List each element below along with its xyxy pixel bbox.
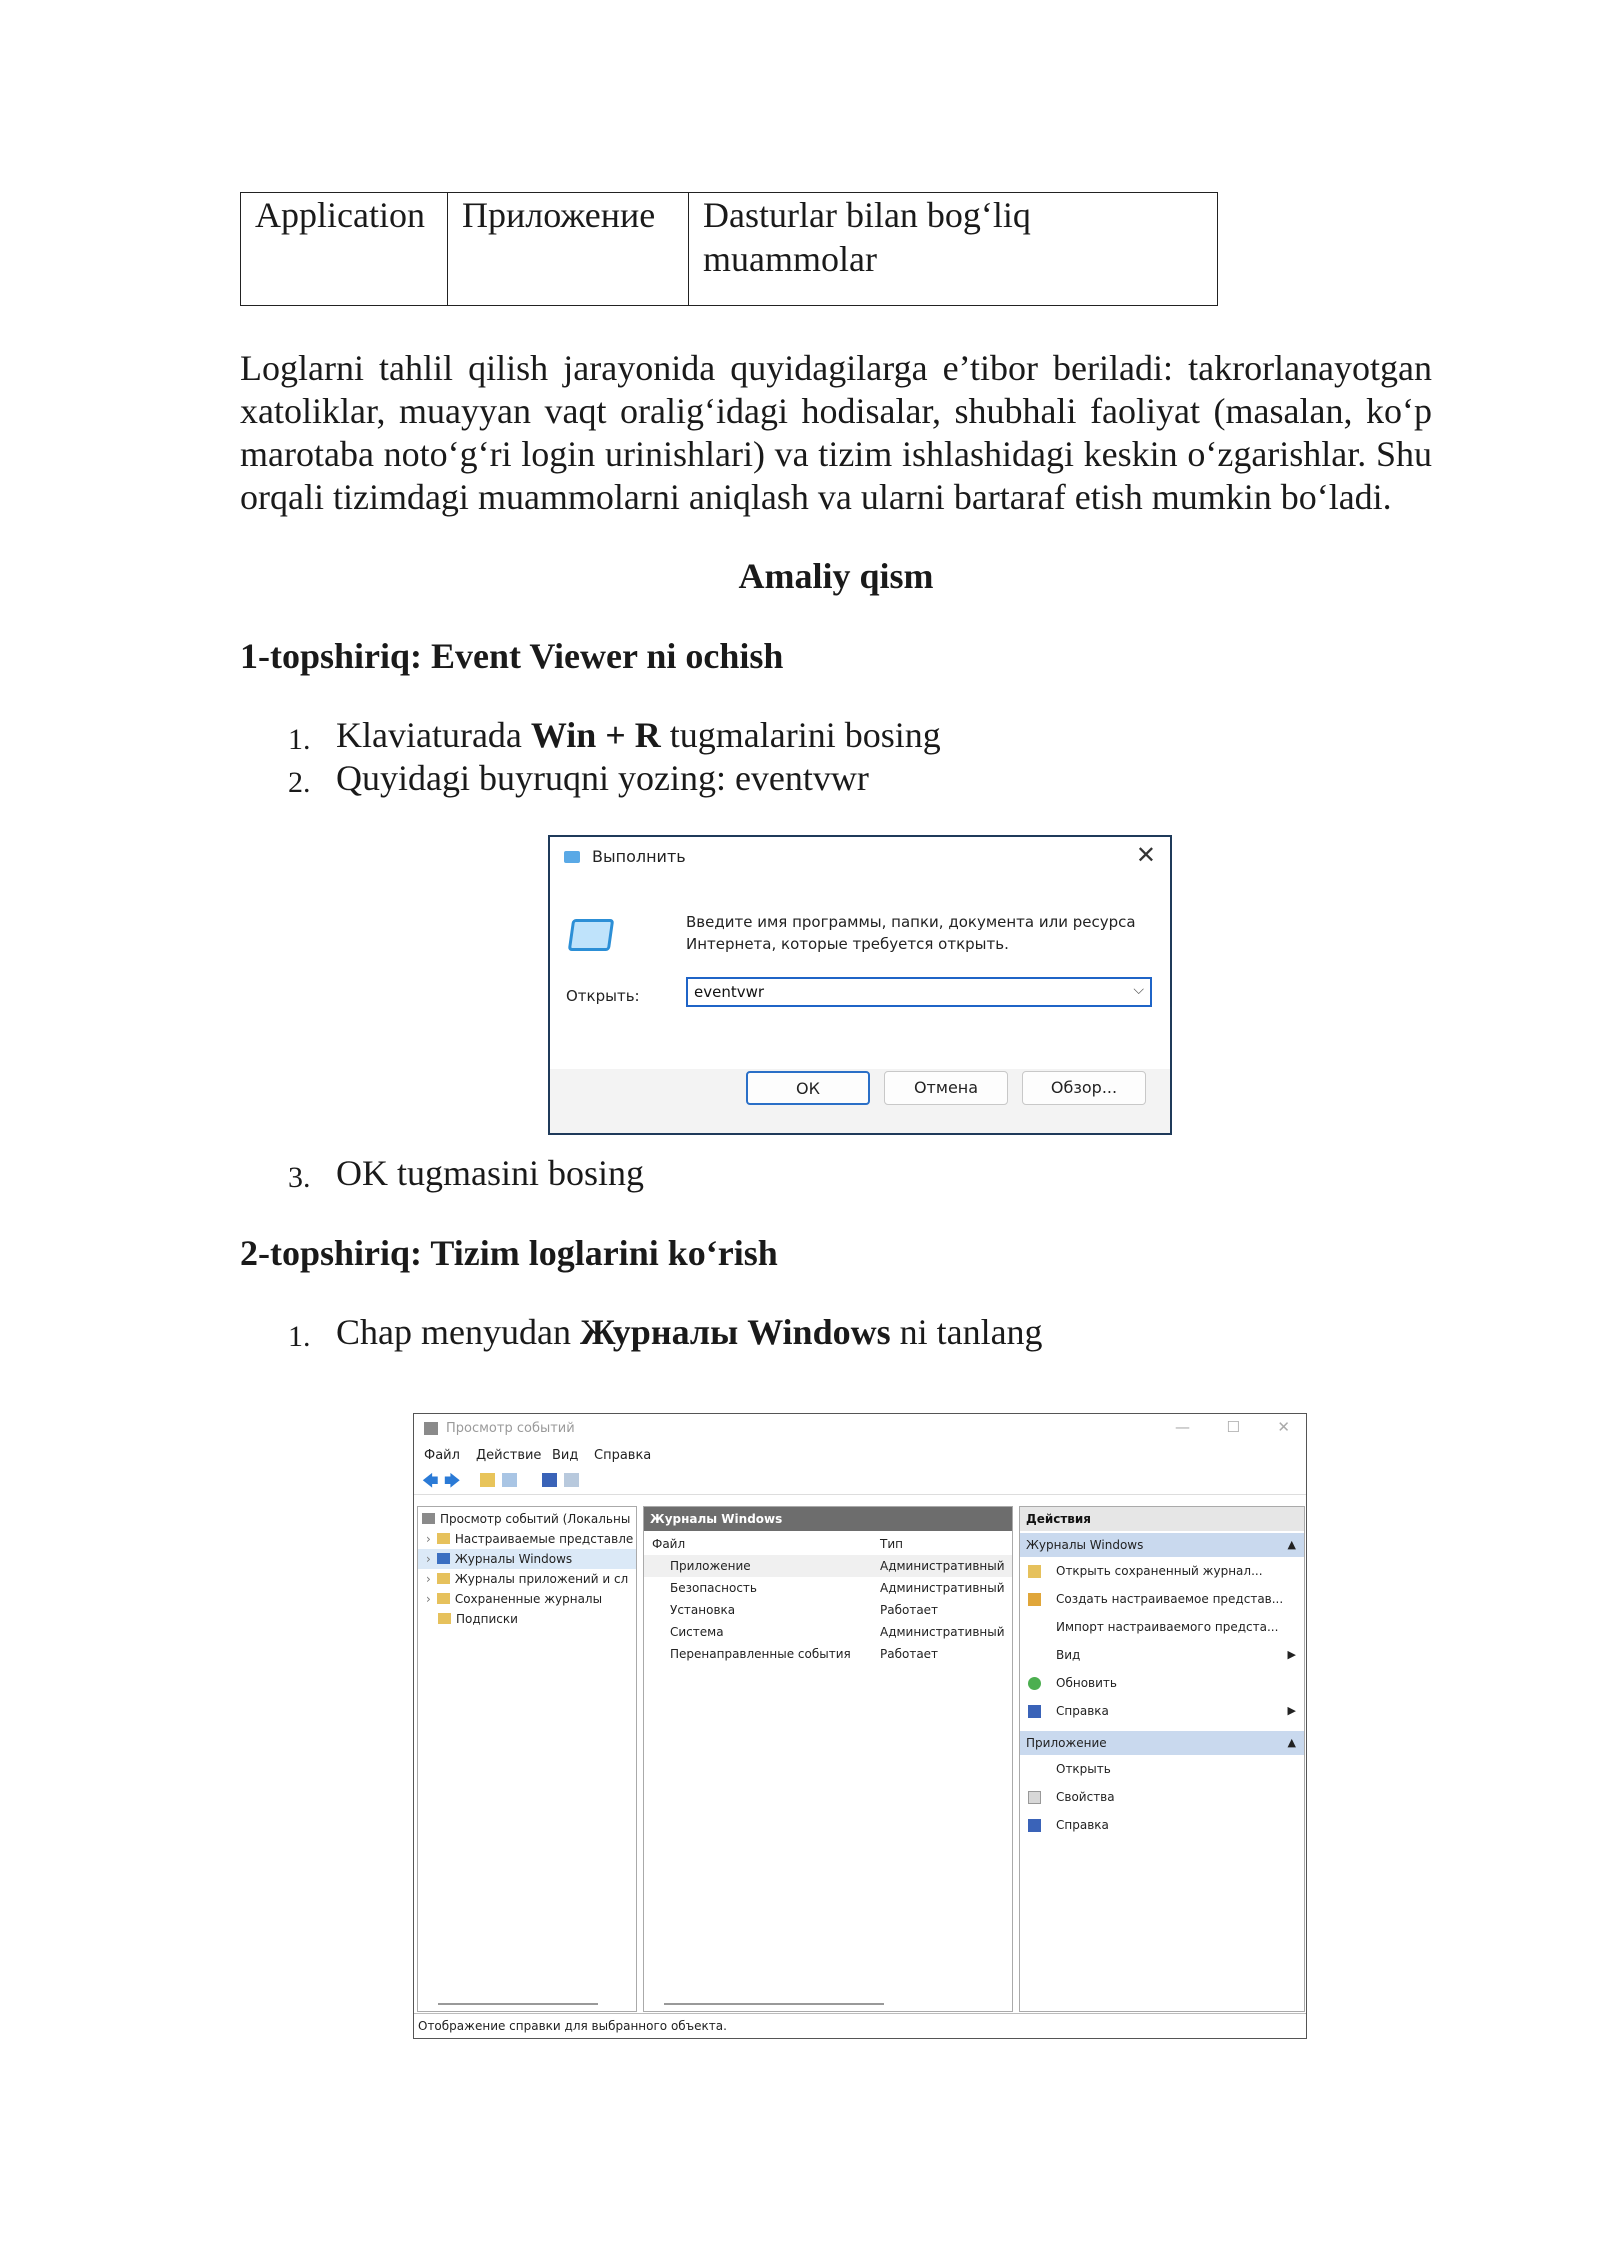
ok-button[interactable]: ОК	[746, 1071, 870, 1105]
navigation-pane	[417, 1506, 637, 2012]
step-number: 1.	[288, 1320, 311, 1353]
actions-header: Действия	[1020, 1507, 1304, 1531]
section-title: Amaliy qism	[738, 556, 934, 596]
table-cell-uzbek: Dasturlar bilan bog‘liq muammolar	[689, 193, 1218, 306]
step-text: OK tugmasini bosing	[336, 1153, 645, 1193]
subscriptions-icon	[438, 1613, 451, 1624]
logs-pane-header: Журналы Windows	[644, 1507, 1012, 1531]
back-arrow-icon[interactable]: 🡄	[422, 1471, 439, 1490]
action-label: Свойства	[1056, 1790, 1115, 1804]
actions-section-windows-logs[interactable]	[1020, 1533, 1304, 1557]
column-file[interactable]: Файл	[652, 1537, 686, 1551]
tree-item-label: Подписки	[456, 1612, 518, 1626]
log-type-table	[240, 192, 1218, 306]
description-line: Интернета, которые требуется открыть.	[686, 935, 1009, 953]
collapse-icon[interactable]: ▲	[1287, 1736, 1296, 1749]
close-icon[interactable]: ✕	[1135, 841, 1156, 869]
list-item	[240, 757, 1432, 800]
log-name: Установка	[670, 1603, 736, 1617]
list-item	[240, 714, 1432, 757]
menu-file[interactable]: Файл	[424, 1448, 460, 1463]
column-type[interactable]: Тип	[880, 1537, 903, 1551]
section-label: Журналы Windows	[1026, 1538, 1144, 1552]
folder-icon	[437, 1533, 450, 1544]
chevron-down-icon[interactable]: ⌵	[1133, 982, 1144, 998]
step-text: Quyidagi buyruqni yozing: eventvwr	[336, 758, 869, 798]
help-icon	[1028, 1705, 1041, 1718]
run-dialog-titlebar	[550, 837, 1170, 879]
cancel-button[interactable]: Отмена	[884, 1071, 1008, 1105]
actions-pane	[1019, 1506, 1305, 2012]
menu-help[interactable]: Справка	[594, 1448, 652, 1463]
event-viewer-titlebar	[414, 1414, 1306, 1444]
run-program-icon	[568, 919, 614, 951]
tree-item-app-logs[interactable]	[418, 1569, 636, 1589]
log-folder-icon	[437, 1553, 450, 1564]
tree-item-label: Журналы Windows	[454, 1552, 573, 1566]
action-import-custom-view[interactable]	[1020, 1613, 1304, 1641]
action-help-2[interactable]	[1020, 1811, 1304, 1839]
action-help[interactable]	[1020, 1697, 1304, 1725]
action-create-custom-view[interactable]	[1020, 1585, 1304, 1613]
action-refresh[interactable]	[1020, 1669, 1304, 1697]
menu-view[interactable]: Вид	[552, 1448, 579, 1463]
folder-icon	[437, 1573, 450, 1584]
log-type: Административный	[880, 1625, 1005, 1639]
run-dialog-description	[686, 911, 1156, 955]
chevron-right-icon[interactable]: ›	[426, 1552, 431, 1566]
help-icon	[1028, 1819, 1041, 1832]
view-icon[interactable]	[502, 1473, 517, 1487]
open-folder-icon	[1028, 1565, 1041, 1578]
chevron-right-icon[interactable]: ›	[426, 1572, 431, 1586]
action-label: Создать настраиваемое представ...	[1056, 1592, 1284, 1606]
tree-item-label: Журналы приложений и сл	[454, 1572, 629, 1586]
close-icon[interactable]: ✕	[1277, 1418, 1290, 1436]
chevron-right-icon: ▶	[1287, 1704, 1296, 1717]
minimize-icon[interactable]: —	[1175, 1418, 1190, 1436]
table-row	[241, 193, 1218, 306]
action-view[interactable]	[1020, 1641, 1304, 1669]
status-bar: Отображение справки для выбранного объекта.	[414, 2013, 1306, 2038]
table-row[interactable]	[644, 1621, 1012, 1643]
action-open-saved-log[interactable]	[1020, 1557, 1304, 1585]
description-line: Введите имя программы, папки, документа или ресурса	[686, 913, 1136, 931]
list-item	[240, 1152, 1432, 1195]
folder-icon	[437, 1593, 450, 1604]
section-label: Приложение	[1026, 1736, 1107, 1750]
event-viewer-title: Просмотр событий	[446, 1421, 575, 1436]
table-row[interactable]	[644, 1555, 1012, 1577]
log-type: Работает	[880, 1603, 939, 1617]
table-row[interactable]	[644, 1577, 1012, 1599]
forward-arrow-icon[interactable]: 🡆	[444, 1471, 461, 1490]
run-dialog-content	[550, 879, 1170, 1069]
action-label: Справка	[1056, 1818, 1109, 1832]
chevron-right-icon[interactable]: ›	[426, 1592, 431, 1606]
body-paragraph: Loglarni tahlil qilish jarayonida quyidagilarga e’tibor beriladi: takrorlanayotgan xatoliklar, muayyan vaqt oralig‘idagi hodisalar, shubhali faoliyat (masalan, ko‘p marotaba noto‘g‘ri login urinishlari) va tizim ishlashidagi keskin o‘zgarishlar. Shu orqali tizimdagi muammolarni aniqlash va ularni bartaraf etish mumkin bo‘ladi.	[240, 348, 1432, 517]
tree-item-custom-views[interactable]	[418, 1529, 636, 1549]
maximize-icon[interactable]: ☐	[1226, 1418, 1240, 1436]
browse-button[interactable]: Обзор...	[1022, 1071, 1146, 1105]
step-text: Chap menyudan	[336, 1312, 580, 1352]
open-input-value: eventvwr	[694, 983, 765, 1001]
event-viewer-window	[413, 1413, 1307, 2039]
navigation-tree	[418, 1507, 636, 1629]
log-name: Приложение	[670, 1559, 751, 1573]
open-input[interactable]	[686, 977, 1152, 1007]
menu-action[interactable]: Действие	[476, 1448, 542, 1463]
table-cell-english: Application	[241, 193, 448, 306]
open-label: Открыть:	[566, 987, 640, 1005]
tree-item-saved-logs[interactable]	[418, 1589, 636, 1609]
chevron-right-icon[interactable]: ›	[426, 1532, 431, 1546]
action-label: Открыть сохраненный журнал...	[1056, 1564, 1263, 1578]
step-number: 1.	[288, 723, 311, 756]
run-dialog-title: Выполнить	[592, 847, 686, 866]
chevron-right-icon: ▶	[1287, 1648, 1296, 1661]
log-type: Административный	[880, 1581, 1005, 1595]
step-text: ni tanlang	[890, 1312, 1043, 1352]
logs-pane	[643, 1506, 1013, 2012]
menu-bar	[414, 1444, 1306, 1468]
properties-icon	[1028, 1791, 1041, 1804]
step-text: Klaviaturada	[336, 715, 531, 755]
run-dialog	[548, 835, 1172, 1135]
document-page	[240, 192, 1432, 1354]
list-item	[240, 1311, 1432, 1354]
log-name: Система	[670, 1625, 724, 1639]
tree-item-windows-logs[interactable]	[418, 1549, 636, 1569]
panel-icon[interactable]	[564, 1473, 579, 1487]
help-icon[interactable]	[542, 1473, 557, 1487]
collapse-icon[interactable]: ▲	[1287, 1538, 1296, 1551]
log-name: Перенаправленные события	[670, 1647, 851, 1661]
run-app-icon	[564, 851, 580, 863]
table-cell-russian: Приложение	[448, 193, 689, 306]
tree-item-label: Сохраненные журналы	[454, 1592, 603, 1606]
table-row[interactable]	[644, 1643, 1012, 1665]
folder-icon[interactable]	[480, 1473, 495, 1487]
tree-item-label: Просмотр событий (Локальны	[440, 1512, 631, 1526]
filter-icon	[1028, 1593, 1041, 1606]
task1-title: 1-topshiriq: Event Viewer ni ochish	[240, 636, 784, 676]
step-text: tugmalarini bosing	[660, 715, 941, 755]
tree-item-label: Настраиваемые представле	[454, 1532, 634, 1546]
action-properties[interactable]	[1020, 1783, 1304, 1811]
task2-steps	[240, 1311, 1432, 1354]
action-label: Обновить	[1056, 1676, 1117, 1690]
tree-item-root[interactable]	[418, 1509, 636, 1529]
action-label: Справка	[1056, 1704, 1109, 1718]
action-open[interactable]	[1020, 1755, 1304, 1783]
tree-item-subscriptions[interactable]	[418, 1609, 636, 1629]
task1-steps	[240, 714, 1432, 800]
step-number: 2.	[288, 766, 311, 799]
actions-section-application[interactable]	[1020, 1731, 1304, 1755]
toolbar	[414, 1468, 1306, 1495]
log-type: Работает	[880, 1647, 939, 1661]
step-bold-text: Журналы Windows	[579, 1312, 891, 1352]
log-name: Безопасность	[670, 1581, 757, 1595]
action-label: Импорт настраиваемого предста...	[1056, 1620, 1279, 1634]
task1-steps-cont	[240, 1152, 1432, 1195]
log-type: Административный	[880, 1559, 1005, 1573]
column-headers	[644, 1531, 1012, 1555]
step-number: 3.	[288, 1161, 311, 1194]
event-viewer-icon	[424, 1422, 438, 1435]
task2-title: 2-topshiriq: Tizim loglarini ko‘rish	[240, 1233, 778, 1273]
action-label: Открыть	[1056, 1762, 1111, 1776]
step-key-combo: Win + R	[530, 715, 661, 755]
horizontal-scrollbar[interactable]	[664, 2003, 884, 2005]
table-row[interactable]	[644, 1599, 1012, 1621]
event-viewer-icon	[422, 1513, 435, 1524]
refresh-icon	[1028, 1677, 1041, 1690]
run-dialog-buttons	[550, 1069, 1170, 1129]
action-label: Вид	[1056, 1648, 1081, 1662]
horizontal-scrollbar[interactable]	[438, 2003, 598, 2005]
